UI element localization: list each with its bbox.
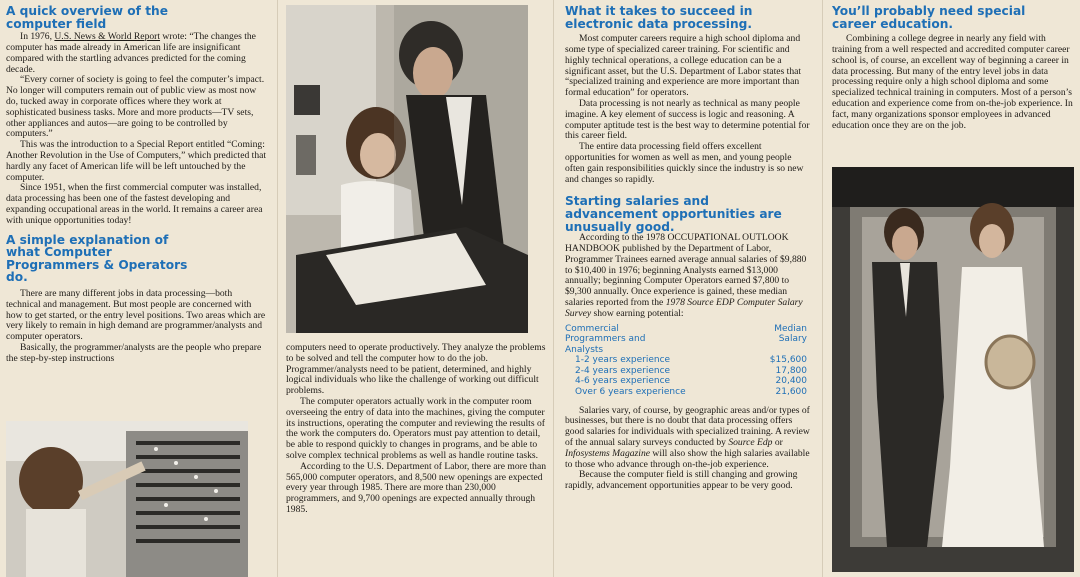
- office-photo: [286, 5, 528, 333]
- panel-programmers: [286, 343, 548, 577]
- table-row: [565, 355, 807, 366]
- text-fragment: or: [772, 437, 783, 449]
- table-row: [565, 376, 807, 387]
- magazine-name: Source Edp: [728, 437, 773, 449]
- office-illustration: [286, 5, 528, 333]
- text-fragment: According to the 1978 OCCUPATIONAL OUTLOOK HANDBOOK published by the Department of Labor, Programmer Trainees earned average annual salaries of $9,880 to $10,400 in 1976; beginning Analysts earned $13,000 annually; beginning Computer Operators earned $7,800 to $9,300 annually. Once experience is gained, these median salaries reported from the: [565, 232, 807, 308]
- paragraph-since-1951: Since 1951, when the first commercial computer was installed, data processing has been one of the fastest developing and expanding occupational areas in the world. It remains a career area with unique opportunities today!: [6, 182, 263, 226]
- paragraph-news-quote: [6, 32, 268, 75]
- paragraph-opportunities: The entire data processing field offers excellent opportunities for women as well as men, and young people often gain responsibilities quickly since the industry is so new and changes so rapidly.: [565, 141, 804, 185]
- text-fragment: show earning potential:: [591, 307, 684, 319]
- text-fragment: In 1976,: [20, 31, 55, 43]
- computer-room-photo: [6, 421, 248, 577]
- table-row: [565, 366, 807, 377]
- paragraph-labor-stats: According to the U.S. Department of Labor, there are more than 565,000 computer operators, and 8,500 new openings are expected every year through 1985. There are more than 230,000 programmers, and 9,700 openings are expected annually through 1985.: [286, 460, 547, 515]
- fold-line-2: [553, 0, 554, 577]
- heading-what-it-takes: What it takes to succeed in electronic data processing.: [565, 4, 753, 31]
- paragraph-special-report: This was the introduction to a Special Report entitled “Coming: Another Revolution in the Use of Computers,” which predicted that hardly any facet of American life will be left untouched by the computer.: [6, 139, 267, 183]
- paragraph-diploma: Most computer careers require a high school diploma and some type of specialized career training. For scientific and highly technical operations, a college education can be a significant asset, but the U.S. Department of Labor states that “specialized training and experience are more important than formal education” for operators.: [565, 33, 802, 99]
- panel-succeed: [565, 0, 811, 577]
- paragraph-many-jobs: There are many different jobs in data processing—both technical and management. But most people are concerned with how to get started, or the entry level positions. Two areas which are very likely to remain in high demand are programmer/analysts and computer operators.: [6, 287, 266, 343]
- row-label: 2-4 years experience: [575, 365, 671, 376]
- row-value: 20,400: [775, 376, 807, 387]
- fold-line-3: [822, 0, 823, 577]
- text-fragment: Salaries vary, of course, by geographic areas and/or types of businesses, but there is no doubt that data processing offers good salaries for individuals with specialized training. A review of the annual salary surveys conducted by: [565, 404, 810, 449]
- heading-career-education: You’ll probably need special career education.: [832, 4, 1026, 31]
- text-fragment: wrote: “The changes the computer has made already in American life are insignificant compared with the startling advances predicted for the coming decade.: [6, 31, 256, 75]
- text-fragment: will also show the high salaries available to those who advance through on-the-job experience.: [565, 447, 810, 470]
- heading-quick-overview: A quick overview of the computer field: [6, 4, 168, 31]
- couple-photo: [832, 167, 1074, 572]
- row-label: 1-2 years experience: [575, 355, 671, 366]
- source-name: U.S. News & World Report: [54, 31, 161, 43]
- paragraph-logic: Data processing is not nearly as technical as many people imagine. A key element of success is logic and reasoning. A computer aptitude test is the best way to determine potential for this career field.: [565, 97, 810, 142]
- couple-illustration: [832, 167, 1074, 572]
- paragraph-analysts: computers need to operate productively. They analyze the problems to be solved and tell the computer how to do the job. Programmer/analysts need to be patient, determined, and highly logical individuals who like the challenge of working out difficult problems.: [286, 343, 546, 397]
- paragraph-growing: Because the computer field is still changing and growing rapidly, advancement opportunities appear to be very good.: [565, 469, 798, 492]
- salary-table-header: [565, 324, 807, 356]
- paragraph-operators: The computer operators actually work in the computer room overseeing the entry of data into the machines, giving the computer its instructions, operating the computer and reviewing the results of the work the computers do. Operators must pay attention to detail, be able to respond quickly to changes in programs, and be able to solve complex technical problems as well as handle routine tasks.: [286, 395, 545, 461]
- row-value: 17,800: [775, 365, 807, 376]
- survey-title: 1978 Source EDP Computer Salary Survey: [565, 296, 803, 319]
- table-header-role: Commercial Programmers and Analysts: [565, 323, 646, 355]
- paragraph-impact-quote: “Every corner of society is going to feel the computer’s impact. No longer will computers remain out of public view as most now do, tucked away in corporate offices where they work at sophisticated business tasks. More and more products—TV sets, other appliances and autos—are going to be controlled by computers.”: [6, 74, 265, 140]
- salary-table: [565, 324, 807, 398]
- row-value: 21,600: [775, 387, 807, 398]
- table-row: [565, 387, 807, 398]
- paragraph-programmers-prepare: Basically, the programmer/analysts are the people who prepare the step-by-step instructions: [6, 341, 262, 364]
- paragraph-salaries-vary: [565, 406, 811, 471]
- fold-line-1: [277, 0, 278, 577]
- paragraph-handbook: [565, 233, 811, 319]
- row-label: Over 6 years experience: [575, 387, 686, 398]
- magazine-name: Infosystems Magazine: [565, 447, 650, 459]
- paragraph-college-degree: Combining a college degree in nearly any field with training from a well respected and accredited computer career school is, of course, an excellent way of beginning a career in data processing. But many of the entry level jobs in data processing require only a high school diploma and some specialized technical training in computers. Most of a person’s education and experience come from on-the-job experience. In fact, many organizations sponsor employees in advanced education once they are on the job.: [832, 33, 1073, 131]
- heading-simple-explanation: A simple explanation of what Computer Programmers & Operators do.: [6, 232, 188, 285]
- computer-room-illustration: [6, 421, 248, 577]
- row-label: 4-6 years experience: [575, 376, 671, 387]
- row-value: $15,600: [769, 355, 807, 366]
- table-header-median: Median Salary: [774, 323, 807, 345]
- heading-starting-salaries: Starting salaries and advancement opportunities are unusually good.: [565, 194, 782, 234]
